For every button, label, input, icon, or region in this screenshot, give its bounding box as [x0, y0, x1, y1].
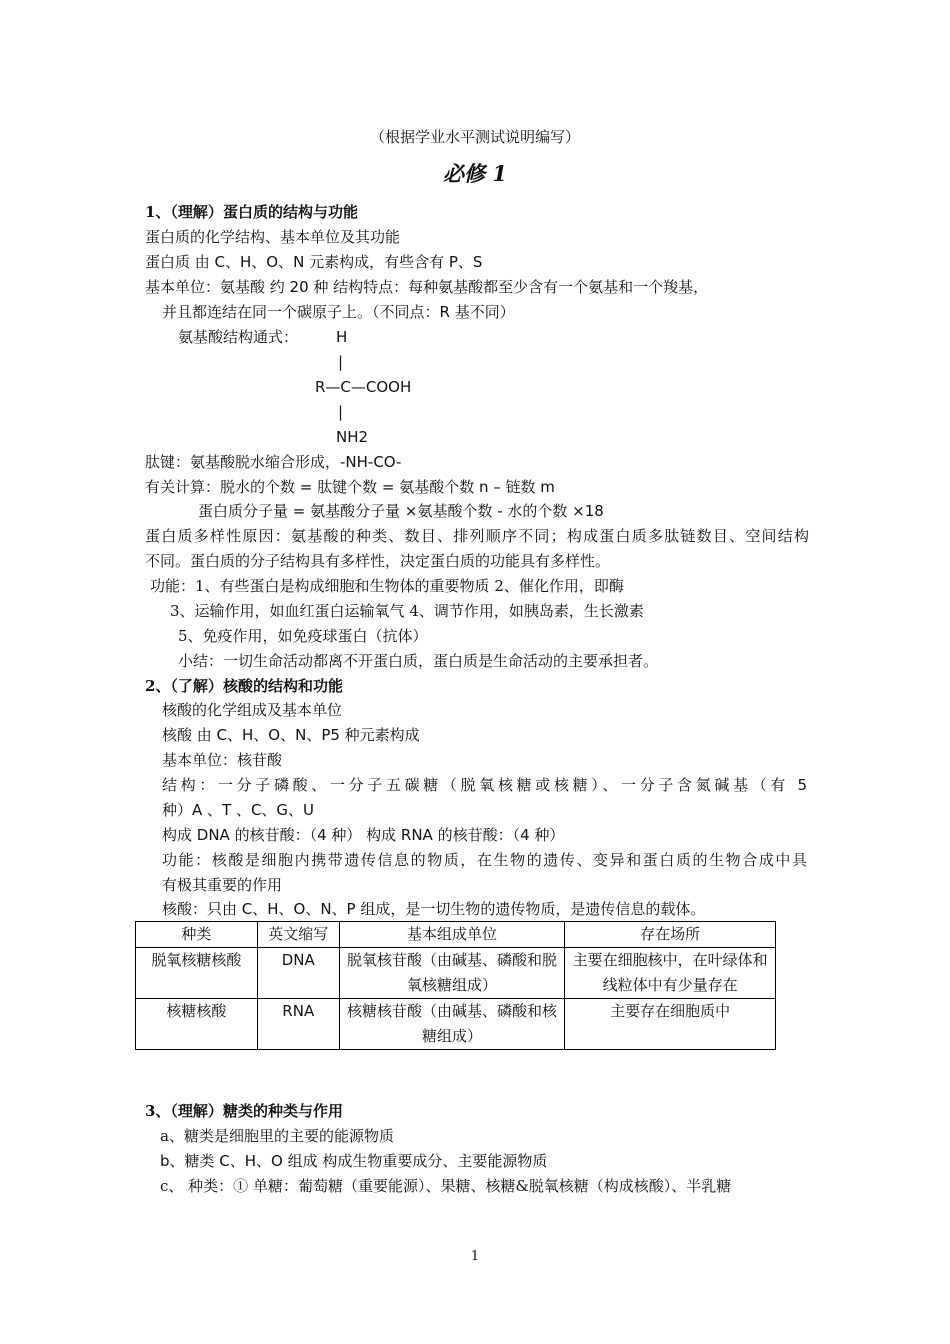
table-cell: 核糖核苷酸（由碱基、磷酸和核糖组成） [339, 999, 565, 1050]
formula-bond-top: | [338, 353, 344, 371]
s1-line-12: 5、免疫作用，如免疫球蛋白（抗体） [178, 627, 428, 645]
table-header-row [136, 922, 776, 948]
s1-line-5: 肽键：氨基酸脱水缩合形成，-NH-CO- [145, 453, 402, 471]
section-3-heading: 3、（理解）糖类的种类与作用 [145, 1102, 343, 1120]
s1-line-13: 小结：一切生命活动都离不开蛋白质，蛋白质是生命活动的主要承担者。 [178, 652, 659, 670]
table-row [136, 948, 776, 999]
section-2-heading: 2、（了解）核酸的结构和功能 [145, 677, 343, 695]
formula-h: H [336, 328, 348, 346]
table-header-cell: 英文缩写 [257, 922, 339, 948]
table-header-cell: 种类 [136, 922, 258, 948]
s2-line-5: 种）A 、T 、C、G、U [162, 801, 315, 819]
page-number: 1 [470, 1249, 480, 1264]
s1-line-6: 有关计算：脱水的个数 = 肽键个数 = 氨基酸个数 n – 链数 m [145, 478, 555, 496]
section-1-heading: 1、（理解）蛋白质的结构与功能 [145, 203, 358, 221]
table-row [136, 999, 776, 1050]
s2-line-2: 核酸 由 C、H、O、N、P5 种元素构成 [162, 726, 420, 744]
table-header-cell: 基本组成单位 [339, 922, 565, 948]
s1-line-1: 蛋白质的化学结构、基本单位及其功能 [145, 228, 401, 246]
s3-line-2: b、糖类 C、H、O 组成 构成生物重要成分、主要能源物质 [160, 1152, 548, 1170]
formula-main-chain: R—C—COOH [315, 378, 412, 396]
document-title: 必修 1 [443, 161, 507, 186]
s2-line-4: 结构：一分子磷酸、一分子五碳糖（脱氧核糖或核糖）、一分子含氮碱基（有 5 [162, 776, 807, 794]
document-subtitle: （根据学业水平测试说明编写） [369, 128, 580, 146]
table-cell: 脱氧核苷酸（由碱基、磷酸和脱氧核糖组成） [339, 948, 565, 999]
s3-line-3: c、 种类：① 单糖：葡萄糖（重要能源）、果糖、核糖&脱氧核糖（构成核酸）、半乳糖 [160, 1177, 732, 1195]
formula-bond-bottom: | [338, 403, 344, 421]
s1-line-7: 蛋白质分子量 = 氨基酸分子量 ×氨基酸个数 - 水的个数 ×18 [198, 502, 604, 520]
s2-line-8: 有极其重要的作用 [162, 876, 283, 894]
table-cell: RNA [257, 999, 339, 1050]
table-header-cell: 存在场所 [565, 922, 776, 948]
s2-line-1: 核酸的化学组成及基本单位 [162, 701, 343, 719]
s1-line-10: 功能：1、有些蛋白是构成细胞和生物体的重要物质 2、催化作用，即酶 [150, 577, 624, 595]
nucleic-acid-table [135, 921, 776, 1050]
table-cell: 脱氧核糖核酸 [136, 948, 258, 999]
formula-label: 氨基酸结构通式： [178, 328, 299, 346]
s1-line-3: 基本单位：氨基酸 约 20 种 结构特点：每种氨基酸都至少含有一个氨基和一个羧基， [145, 278, 709, 296]
table-cell: 主要在细胞核中，在叶绿体和线粒体中有少量存在 [565, 948, 776, 999]
s2-line-3: 基本单位：核苷酸 [162, 751, 283, 769]
table-cell: DNA [257, 948, 339, 999]
s2-line-7: 功能：核酸是细胞内携带遗传信息的物质，在生物的遗传、变异和蛋白质的生物合成中具 [162, 851, 807, 869]
s1-line-11: 3、运输作用，如血红蛋白运输氧气 4、调节作用，如胰岛素，生长激素 [170, 602, 644, 620]
s2-line-6: 构成 DNA 的核苷酸：（4 种） 构成 RNA 的核苷酸：（4 种） [162, 826, 565, 844]
s2-line-9: 核酸：只由 C、H、O、N、P 组成，是一切生物的遗传物质，是遗传信息的载体。 [162, 900, 706, 918]
formula-nh2: NH2 [336, 428, 369, 446]
s1-line-9: 不同。蛋白质的分子结构具有多样性，决定蛋白质的功能具有多样性。 [145, 552, 611, 570]
s3-line-1: a、糖类是细胞里的主要的能源物质 [160, 1127, 394, 1145]
s1-line-4: 并且都连结在同一个碳原子上。（不同点：R 基不同） [162, 303, 515, 321]
table-cell: 核糖核酸 [136, 999, 258, 1050]
s1-line-8: 蛋白质多样性原因：氨基酸的种类、数目、排列顺序不同；构成蛋白质多肽链数目、空间结构 [145, 527, 809, 545]
table-cell: 主要存在细胞质中 [565, 999, 776, 1050]
s1-line-2: 蛋白质 由 C、H、O、N 元素构成，有些含有 P、S [145, 253, 483, 271]
